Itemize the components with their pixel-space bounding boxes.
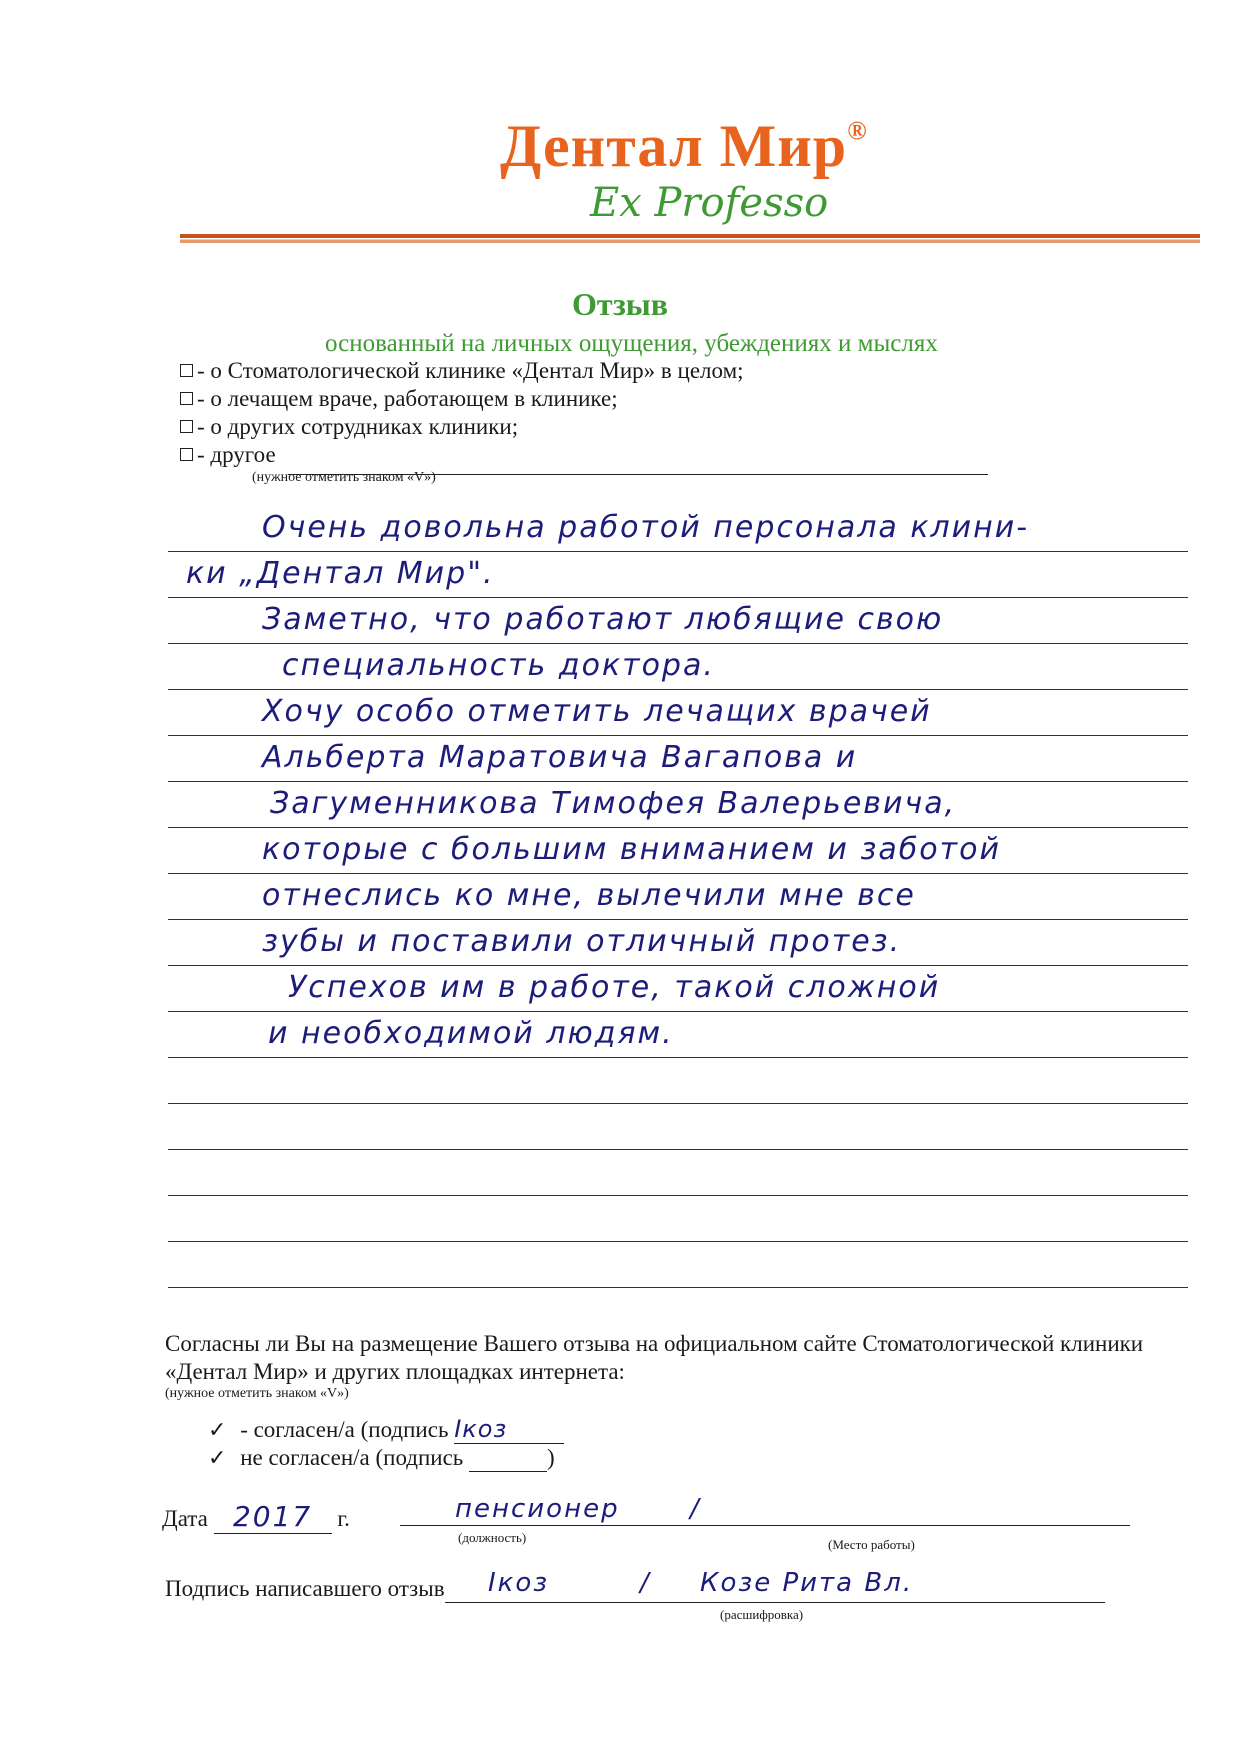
signature-value[interactable]: Ӏкоз (488, 1568, 550, 1598)
review-line: зубы и поставили отличный протез. (262, 924, 902, 959)
work-line (400, 1525, 1130, 1526)
consent-disagree-option[interactable] (208, 1445, 555, 1472)
writing-line (168, 1195, 1188, 1196)
writing-line (168, 597, 1188, 598)
option-other-label: - другое (197, 442, 276, 467)
header-divider (180, 234, 1200, 243)
review-line: Загуменникова Тимофея Валерьевича, (270, 786, 957, 821)
checkbox-icon[interactable] (180, 448, 193, 461)
date-field[interactable] (162, 1500, 350, 1534)
place-caption: (Место работы) (828, 1537, 915, 1552)
writing-line (168, 689, 1188, 690)
logo-tagline: Ex Professo (590, 180, 829, 226)
option-doctor[interactable] (180, 386, 618, 412)
consent-disagree-label: не согласен/а (подпись (240, 1445, 464, 1470)
check-mark-icon[interactable]: ✓ (208, 1445, 227, 1470)
work-separator: / (690, 1494, 701, 1524)
writing-line (168, 735, 1188, 736)
option-doctor-label: - о лечащем враче, работающем в клинике; (197, 386, 618, 411)
option-clinic[interactable] (180, 358, 744, 384)
checkbox-icon[interactable] (180, 364, 193, 377)
date-suffix: г. (337, 1506, 350, 1531)
writing-line (168, 1057, 1188, 1058)
signature-line (445, 1602, 1105, 1603)
writing-line (168, 919, 1188, 920)
writing-line (168, 1011, 1188, 1012)
logo-name: Дентал Мир (500, 113, 848, 179)
writing-line (168, 1149, 1188, 1150)
consent-agree-label: - согласен/а (подпись (240, 1417, 449, 1442)
date-value[interactable]: 2017 (214, 1500, 332, 1534)
writing-line (168, 781, 1188, 782)
signature-separator: / (640, 1568, 651, 1598)
consent-hint: (нужное отметить знаком «V») (165, 1386, 349, 1401)
review-line: Хочу особо отметить лечащих врачей (262, 694, 932, 729)
decoded-caption: (расшифровка) (720, 1607, 804, 1622)
signature-label: Подпись написавшего отзыв (165, 1576, 445, 1601)
option-other[interactable] (180, 442, 276, 468)
check-mark-icon[interactable]: ✓ (208, 1417, 227, 1442)
consent-agree-option[interactable] (208, 1415, 564, 1444)
option-clinic-label: - о Стоматологической клинике «Дентал Мир» в целом; (197, 358, 744, 383)
position-value[interactable]: пенсионер (455, 1494, 620, 1524)
option-staff-label: - о других сотрудниках клиники; (197, 414, 519, 439)
position-caption: (должность) (458, 1530, 527, 1545)
writing-line (168, 827, 1188, 828)
writing-line (168, 1241, 1188, 1242)
writing-line (168, 1103, 1188, 1104)
consent-question: Согласны ли Вы на размещение Вашего отзыва на официальном сайте Стоматологической клиники «Дентал Мир» и других площадках интернета: (165, 1331, 1144, 1384)
review-line: ки „Дентал Мир". (186, 556, 495, 591)
review-line: Альберта Маратовича Вагапова и (262, 740, 858, 775)
review-line: специальность доктора. (282, 648, 715, 683)
writing-line (168, 965, 1188, 966)
consent-agree-signature[interactable]: Ӏкоз (454, 1415, 564, 1444)
writing-line (168, 551, 1188, 552)
writing-line (168, 643, 1188, 644)
option-hint: (нужное отметить знаком «V») (252, 470, 436, 485)
consent-disagree-signature-line[interactable] (469, 1445, 547, 1472)
registered-mark: ® (847, 116, 868, 145)
checkbox-icon[interactable] (180, 392, 193, 405)
review-line: Успехов им в работе, такой сложной (288, 970, 941, 1005)
writing-line (168, 873, 1188, 874)
checkbox-icon[interactable] (180, 420, 193, 433)
date-label: Дата (162, 1506, 208, 1531)
review-line: Заметно, что работают любящие свою (262, 602, 944, 637)
review-line: которые с большим вниманием и заботой (262, 832, 1001, 867)
writing-line (168, 1287, 1188, 1288)
consent-disagree-close-paren: ) (547, 1445, 555, 1470)
review-line: Очень довольна работой персонала клини- (262, 510, 1030, 545)
logo-title (500, 112, 868, 181)
form-subtitle: основанный на личных ощущения, убеждениях и мыслях (325, 330, 938, 357)
option-staff[interactable] (180, 414, 518, 440)
review-line: отнеслись ко мне, вылечили мне все (262, 878, 916, 913)
form-title: Отзыв (571, 286, 669, 322)
signature-decoded[interactable]: Козе Рита Вл. (700, 1568, 914, 1598)
review-line: и необходимой людям. (268, 1016, 674, 1051)
